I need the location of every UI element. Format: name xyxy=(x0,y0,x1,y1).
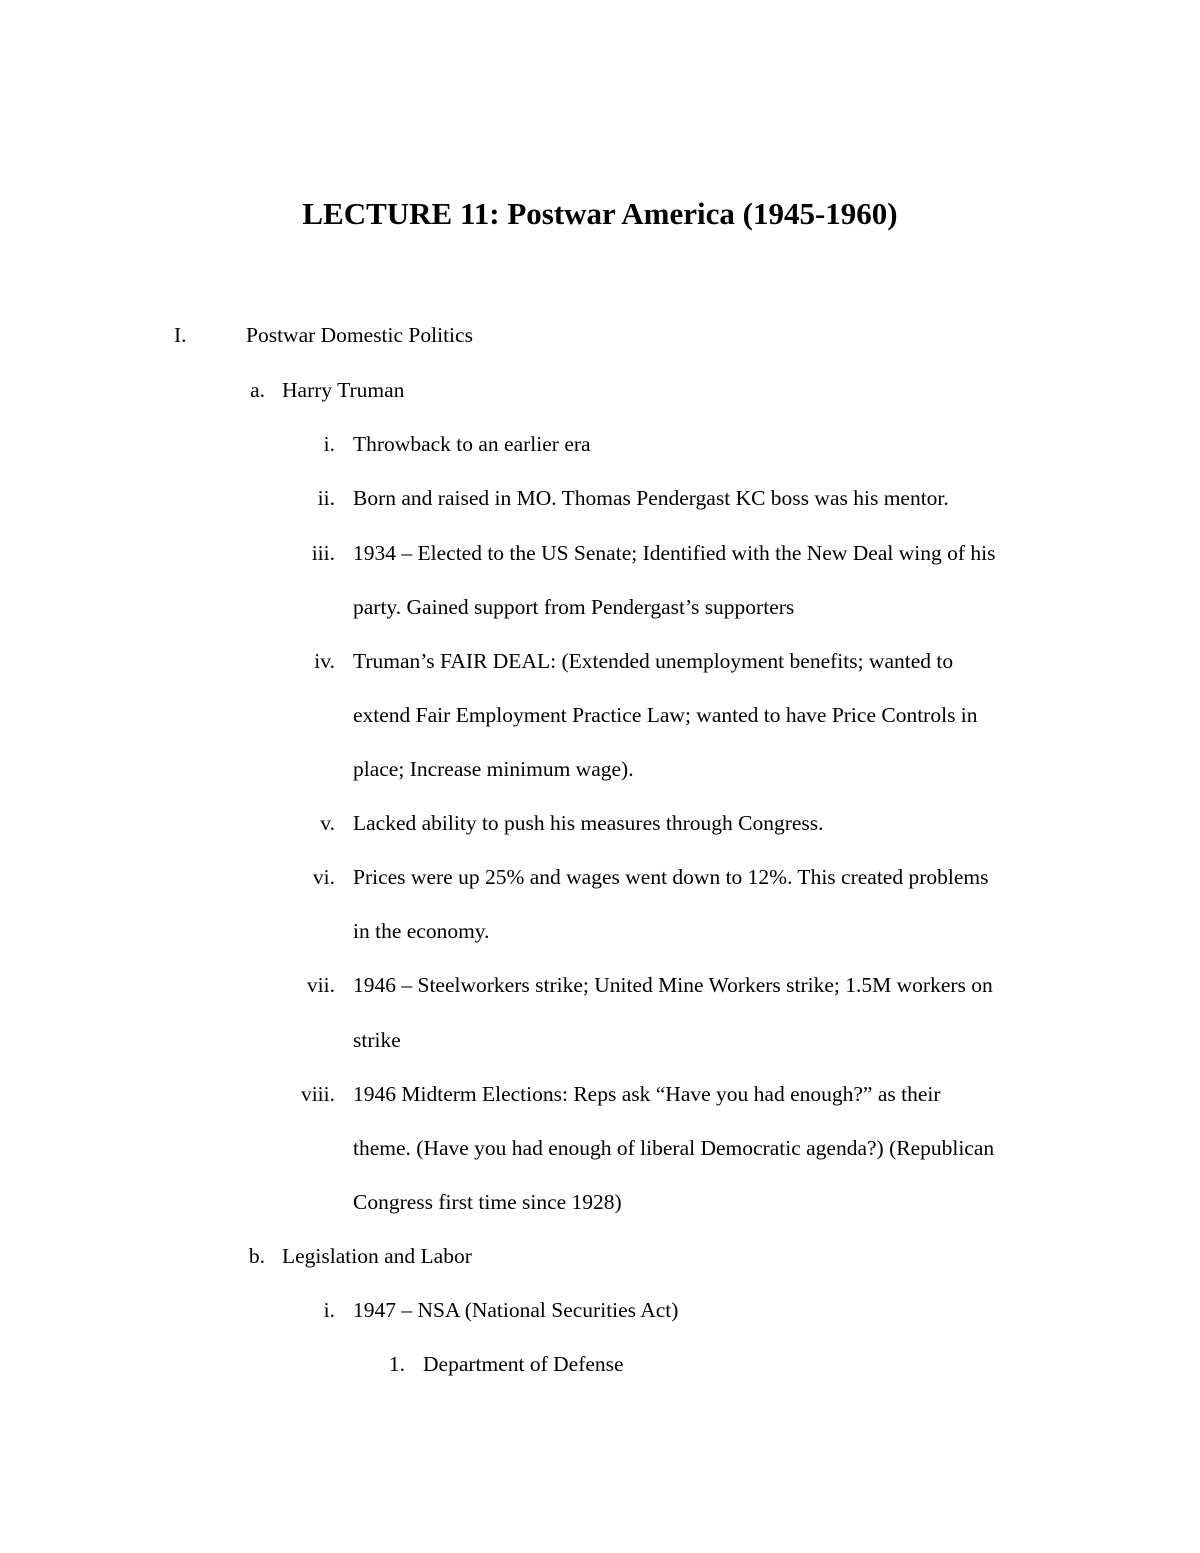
list-item-marker: iv. xyxy=(314,649,335,673)
list-item-marker: viii. xyxy=(300,1082,335,1106)
list-item-text: strike xyxy=(353,1028,401,1052)
list-item-text: Prices were up 25% and wages went down to 12%. This created problems xyxy=(353,865,989,889)
list-item-text: place; Increase minimum wage). xyxy=(353,757,634,781)
list-item-text: theme. (Have you had enough of liberal Democratic agenda?) (Republican xyxy=(353,1136,995,1160)
list-item-text: 1946 Midterm Elections: Reps ask “Have you had enough?” as their xyxy=(353,1082,941,1106)
page-title: LECTURE 11: Postwar America (1945-1960) xyxy=(302,196,898,231)
list-item-text: Congress first time since 1928) xyxy=(353,1190,622,1214)
numbered-item-text: Department of Defense xyxy=(423,1352,624,1376)
subsection-marker: b. xyxy=(248,1244,265,1268)
list-item-marker: i. xyxy=(323,1298,335,1322)
subsection-heading: Legislation and Labor xyxy=(282,1244,472,1268)
list-item-text: party. Gained support from Pendergast’s supporters xyxy=(353,595,795,619)
list-item-text: Throwback to an earlier era xyxy=(353,432,591,456)
subsection-marker: a. xyxy=(250,378,265,402)
list-item-text: Lacked ability to push his measures through Congress. xyxy=(353,811,824,835)
list-item-text: 1934 – Elected to the US Senate; Identified with the New Deal wing of his xyxy=(353,541,996,565)
numbered-item-marker: 1. xyxy=(388,1352,405,1376)
list-item-marker: vii. xyxy=(306,973,335,997)
subsection-heading: Harry Truman xyxy=(282,378,405,402)
list-item-text: extend Fair Employment Practice Law; wanted to have Price Controls in xyxy=(353,703,978,727)
list-item-marker: i. xyxy=(323,432,335,456)
list-item-text: Truman’s FAIR DEAL: (Extended unemployment benefits; wanted to xyxy=(353,649,954,673)
list-item-text: 1946 – Steelworkers strike; United Mine Workers strike; 1.5M workers on xyxy=(353,973,993,997)
list-item-marker: ii. xyxy=(317,486,335,510)
list-item-text: Born and raised in MO. Thomas Pendergast KC boss was his mentor. xyxy=(353,486,949,510)
list-item-marker: v. xyxy=(320,811,335,835)
list-item-marker: iii. xyxy=(311,541,335,565)
list-item-text: 1947 – NSA (National Securities Act) xyxy=(353,1298,679,1322)
section-marker: I. xyxy=(174,323,187,347)
list-item-marker: vi. xyxy=(312,865,335,889)
list-item-text: in the economy. xyxy=(353,919,490,943)
section-heading: Postwar Domestic Politics xyxy=(246,323,473,347)
